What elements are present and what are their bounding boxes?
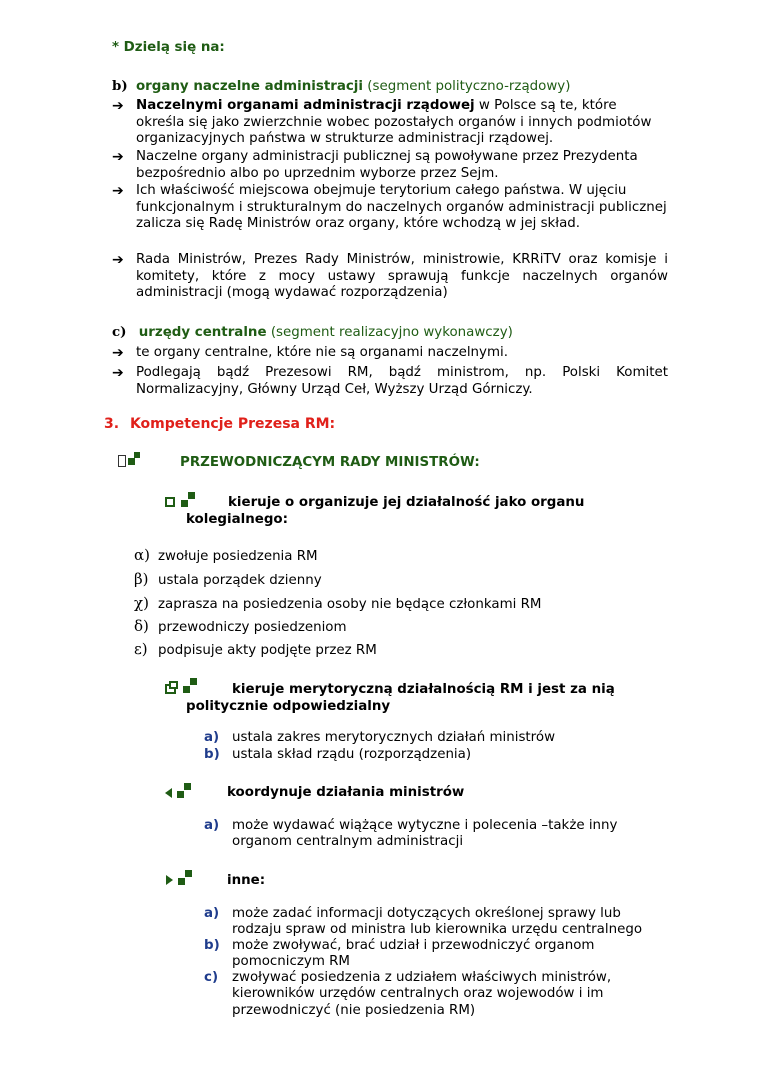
item-text: te organy centralne, które nie są organami naczelnymi. xyxy=(136,345,508,360)
section-3-number: 3. xyxy=(104,416,120,432)
item-text: może zadać informacji dotyczących określonej sprawy lub rodzaju spraw od ministra lub kierownika urzędu centralnego xyxy=(232,906,643,938)
chair-heading: PRZEWODNICZĄCYM RADY MINISTRÓW: xyxy=(180,455,480,470)
item-text: Ich właściwość miejscowa obejmuje terytorium całego państwa. W ujęciu funkcjonalnym i strukturalnym do naczelnych organów administracji publicznej zalicza się Radę Ministrów oraz organy, które wchodzą w jej skład. xyxy=(136,183,667,232)
chair-lead xyxy=(186,494,584,528)
greek-marker: α) xyxy=(134,546,150,564)
section-b-heading: organy naczelne administracji xyxy=(135,79,363,94)
section-b-subtitle: (segment polityczno-rządowy) xyxy=(367,79,571,94)
item-text: ustala zakres merytorycznych działań ministrów xyxy=(232,730,556,745)
other-lead: inne: xyxy=(227,873,266,888)
merit-lead xyxy=(186,681,615,715)
chair-lead-line2: kolegialnego: xyxy=(186,512,288,527)
list-item xyxy=(112,345,668,362)
list-item xyxy=(112,183,668,233)
list-item xyxy=(204,970,674,1019)
list-item xyxy=(112,365,668,398)
item-text: Rada Ministrów, Prezes Rady Ministrów, ministrowie, KRRiTV oraz komisje i komitety, które z mocy ustawy sprawują funkcje naczelnych organów administracji (mogą wydawać rozporządzenia) xyxy=(136,252,668,301)
item-text: w Polsce są te, które określa się jako zwierzchnie wobec pozostałych organów i innych podmiotów organizacyjnych państwa w strukturze administracji rządowej. xyxy=(136,98,652,147)
share-heading: * Dzielą się na: xyxy=(112,40,225,55)
section-3-heading xyxy=(104,416,335,432)
section-c-marker: c) xyxy=(112,324,127,340)
list-item xyxy=(112,252,668,302)
list-item xyxy=(134,570,322,590)
item-label: b) xyxy=(204,747,220,762)
coord-lead: koordynuje działania ministrów xyxy=(227,785,465,800)
item-label: a) xyxy=(204,906,220,921)
section-3-title: Kompetencje Prezesa RM: xyxy=(129,416,336,432)
arrow-right-icon: ➔ xyxy=(112,345,124,361)
list-item xyxy=(204,938,674,971)
chair-lead-line1: kieruje o organizuje jej działalność jako organu xyxy=(228,495,585,510)
section-c-subtitle: (segment realizacyjno wykonawczy) xyxy=(270,325,513,340)
item-bold: Naczelnymi organami administracji rządowej xyxy=(136,98,475,113)
item-text: przewodniczy posiedzeniom xyxy=(158,620,347,635)
arrow-right-icon: ➔ xyxy=(112,183,124,199)
arrow-right-icon: ➔ xyxy=(112,365,124,381)
merit-lead-line1: kieruje merytoryczną działalnością RM i jest za nią xyxy=(232,682,615,697)
list-item xyxy=(134,546,318,566)
arrow-right-icon: ➔ xyxy=(112,252,124,268)
item-text: Naczelne organy administracji publicznej są powoływane przez Prezydenta bezpośrednio albo po uprzednim wyborze przez Sejm. xyxy=(136,149,638,181)
item-label: b) xyxy=(204,938,220,953)
section-c-title xyxy=(112,324,513,340)
list-item xyxy=(134,617,347,637)
greek-marker: β) xyxy=(134,570,149,588)
arrow-right-icon: ➔ xyxy=(112,149,124,165)
greek-marker: χ) xyxy=(134,594,149,612)
bullet-squares-icon xyxy=(165,783,199,801)
section-c-heading: urzędy centralne xyxy=(138,325,267,340)
list-item xyxy=(204,906,674,939)
list-item xyxy=(204,730,674,746)
list-item xyxy=(112,98,668,148)
bullet-squares-icon xyxy=(166,870,200,888)
list-item xyxy=(134,640,377,660)
list-item xyxy=(134,594,541,614)
greek-marker: ε) xyxy=(134,640,148,658)
item-label: a) xyxy=(204,818,220,833)
item-text: ustala skład rządu (rozporządzenia) xyxy=(232,747,472,762)
item-text: może zwoływać, brać udział i przewodniczyć organom pomocniczym RM xyxy=(232,938,595,970)
item-label: c) xyxy=(204,970,219,985)
list-item xyxy=(204,818,674,851)
item-text: zwołuje posiedzenia RM xyxy=(158,549,318,564)
section-b-marker: b) xyxy=(112,78,128,94)
item-text: zaprasza na posiedzenia osoby nie będące członkami RM xyxy=(158,597,542,612)
merit-lead-line2: politycznie odpowiedzialny xyxy=(186,699,391,714)
item-text: podpisuje akty podjęte przez RM xyxy=(158,643,377,658)
item-text: zwoływać posiedzenia z udziałem właściwych ministrów, kierowników urzędów centralnych oraz wojewodów i im przewodniczyć (nie posiedzenia RM) xyxy=(232,970,612,1018)
item-label: a) xyxy=(204,730,220,745)
bullet-squares-icon xyxy=(118,452,144,468)
section-b-title xyxy=(112,78,570,94)
list-item xyxy=(204,747,674,763)
list-item xyxy=(112,149,668,182)
item-text: ustala porządek dzienny xyxy=(158,573,322,588)
arrow-right-icon: ➔ xyxy=(112,98,124,114)
item-text: Podlegają bądź Prezesowi RM, bądź ministrom, np. Polski Komitet Normalizacyjny, Główny Urząd Ceł, Wyższy Urząd Górniczy. xyxy=(136,365,668,397)
item-text: może wydawać wiążące wytyczne i polecenia –także inny organom centralnym administracji xyxy=(232,818,618,850)
greek-marker: δ) xyxy=(134,617,149,635)
